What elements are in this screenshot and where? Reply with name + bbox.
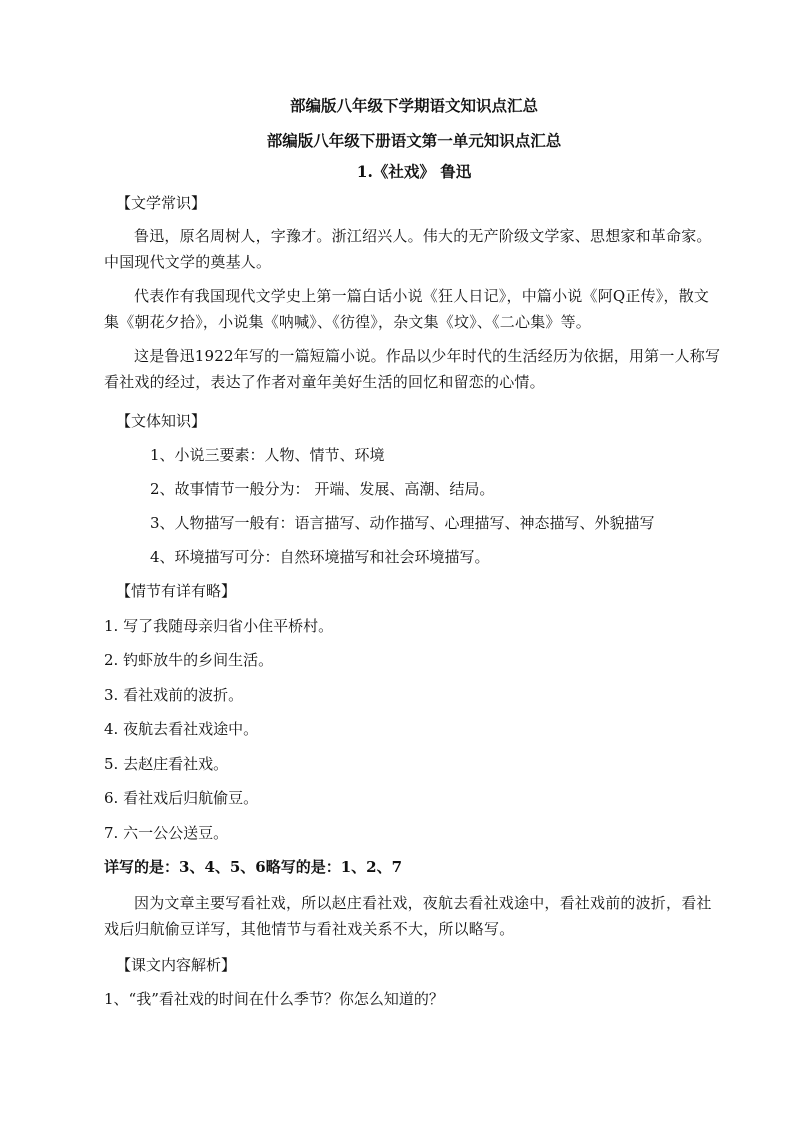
list-item: 5. 去赵庄看社戏。 [104,754,229,773]
list-item: 2、故事情节一般分为： 开端、发展、高潮、结局。 [150,480,495,498]
analysis-question: 1、“我”看社戏的时间在什么季节？你怎么知道的？ [104,990,444,1008]
section-heading-genre-knowledge: 【文体知识】 [116,412,207,430]
paragraph-representative-works: 代表作有我国现代文学史上第一篇白话小说《狂人日记》，中篇小说《阿Q正传》，散文集《朝花夕拾》，小说集《呐喊》、《彷徨》，杂文集《坟》、《二心集》等。 [104,287,710,331]
list-item: 4、环境描写可分：自然环境描写和社会环境描写。 [150,548,490,566]
list-item: 2. 钓虾放牛的乡间生活。 [104,651,274,669]
lesson-title: 1.《社戏》 鲁迅 [356,162,472,181]
paragraph-author-intro: 鲁迅，原名周树人，字豫才。浙江绍兴人。伟大的无产阶级文学家、思想家和革命家。中国现代文学的奠基人。 [104,227,712,271]
list-item: 7. 六一公公送豆。 [104,823,229,842]
list-item: 6. 看社戏后归航偷豆。 [104,789,259,807]
list-item: 4. 夜航去看社戏途中。 [104,720,259,738]
paragraph-detail-explanation: 因为文章主要写看社戏，所以赵庄看社戏，夜航去看社戏途中，看社戏前的波折，看社戏后归航偷豆详写，其他情节与看社戏关系不大，所以略写。 [104,893,712,938]
document-body [104,94,724,1011]
list-item: 1、小说三要素：人物、情节、环境 [150,446,385,464]
section-heading-plot-detail: 【情节有详有略】 [116,582,237,600]
section-heading-text-analysis: 【课文内容解析】 [116,955,237,974]
main-title: 部编版八年级下学期语文知识点汇总 [289,96,538,115]
paragraph-work-background: 这是鲁迅1922年写的一篇短篇小说。作品以少年时代的生活经历为依据，用第一人称写看社戏的经过，表达了作者对童年美好生活的回忆和留恋的心情。 [104,347,721,391]
detail-summary: 详写的是：3、4、5、6略写的是：1、2、7 [104,858,403,876]
list-item: 3、人物描写一般有：语言描写、动作描写、心理描写、神态描写、外貌描写 [150,514,655,532]
list-item: 1. 写了我随母亲归省小住平桥村。 [104,616,334,635]
list-item: 3. 看社戏前的波折。 [104,685,244,704]
section-heading-literary-knowledge: 【文学常识】 [116,194,207,212]
unit-title: 部编版八年级下册语文第一单元知识点汇总 [266,131,562,150]
